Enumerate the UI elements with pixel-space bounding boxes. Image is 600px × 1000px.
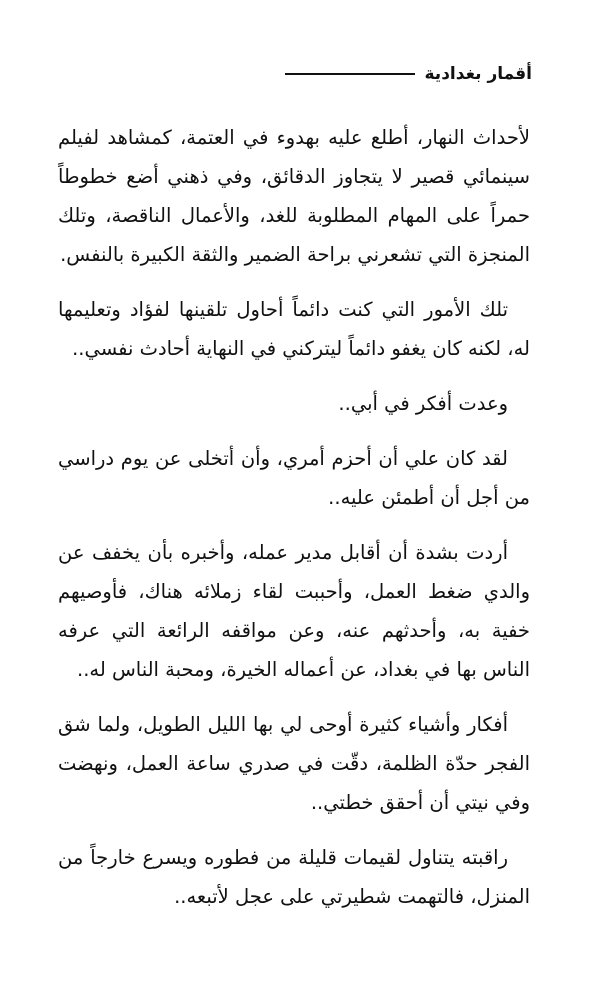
book-title: أقمار بغدادية <box>424 64 532 84</box>
paragraph-5: أردت بشدة أن أقابل مدير عمله، وأخبره بأن يخفف عن والدي ضغط العمل، وأحببت لقاء زملائه هناك، فأوصيهم خفية به، وأحدثهم عنه، وعن مواقفه الرائعة التي عرفه الناس بها في بغداد، عن أعماله الخيرة، ومحبة الناس له.. <box>58 541 530 681</box>
running-header <box>72 62 532 86</box>
paragraph-7: راقبته يتناول لقيمات قليلة من فطوره ويسرع خارجاً من المنزل، فالتهمت شطيرتي على عجل لأتبعه.. <box>58 846 530 908</box>
header-rule <box>285 73 415 75</box>
paragraph-3: وعدت أفكر في أبي.. <box>338 392 508 415</box>
paragraph-6: أفكار وأشياء كثيرة أوحى لي بها الليل الطويل، ولما شق الفجر حدّة الظلمة، دقّت في صدري ساعة العمل، ونهضت وفي نيتي أن أحقق خطتي.. <box>58 713 530 814</box>
paragraph-4: لقد كان علي أن أحزم أمري، وأن أتخلى عن يوم دراسي من أجل أن أطمئن عليه.. <box>58 447 530 509</box>
paragraph-2: تلك الأمور التي كنت دائماً أحاول تلقينها لفؤاد وتعليمها له، لكنه كان يغفو دائماً ليتركني في النهاية أحادث نفسي.. <box>58 298 530 360</box>
paragraph-1: لأحداث النهار، أطلع عليه بهدوء في العتمة، كمشاهد لفيلم سينمائي قصير لا يتجاوز الدقائق، وفي ذهني أضع خطوطاً حمراً على المهام المطلوبة للغد، والأعمال الناقصة، وتلك المنجزة التي تشعرني براحة الضمير والثقة الكبيرة بالنفس. <box>58 126 530 266</box>
body-text <box>58 118 530 932</box>
